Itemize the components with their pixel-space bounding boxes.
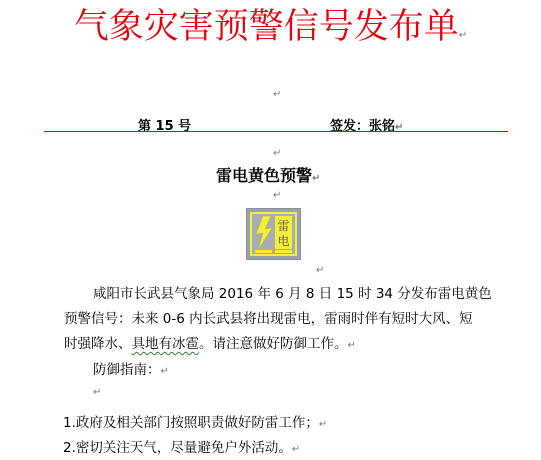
- paragraph-mark: ↵: [273, 148, 282, 159]
- paragraph-mark: ↵: [273, 89, 282, 100]
- lightning-yellow-warning-icon: [246, 208, 301, 260]
- paragraph-mark: ↵: [316, 265, 325, 276]
- guide-item-1: 1.政府及相关部门按照职责做好防雷工作；↵: [63, 415, 328, 431]
- paragraph-mark: ↵: [93, 387, 102, 398]
- spellcheck-underlined-text: 具地有冰雹: [131, 336, 199, 352]
- body-line-3: 时强降水、具地有冰雹。请注意做好防御工作。↵: [64, 336, 356, 352]
- document-title: 气象灾害预警信号发布单↵: [73, 7, 468, 47]
- signer-line: 签发：张铭↵: [330, 119, 404, 134]
- body-line-1: 咸阳市长武县气象局 2016 年 6 月 8 日 15 时 34 分发布雷电黄色: [93, 286, 492, 302]
- icon-char-bottom: 电: [277, 234, 290, 248]
- icon-char-top: 雷: [277, 219, 290, 233]
- red-separator-line: [44, 131, 508, 132]
- paragraph-mark: ↵: [273, 190, 282, 201]
- issue-number: 第 15 号: [138, 119, 192, 134]
- guide-label: 防御指南：↵: [93, 362, 169, 378]
- alert-title: 雷电黄色预警↵: [216, 166, 321, 185]
- body-line-2: 预警信号：未来 0-6 内长武县将出现雷电，雷雨时伴有短时大风、短: [64, 311, 473, 327]
- guide-item-2: 2.密切关注天气，尽量避免户外活动。↵: [63, 440, 301, 456]
